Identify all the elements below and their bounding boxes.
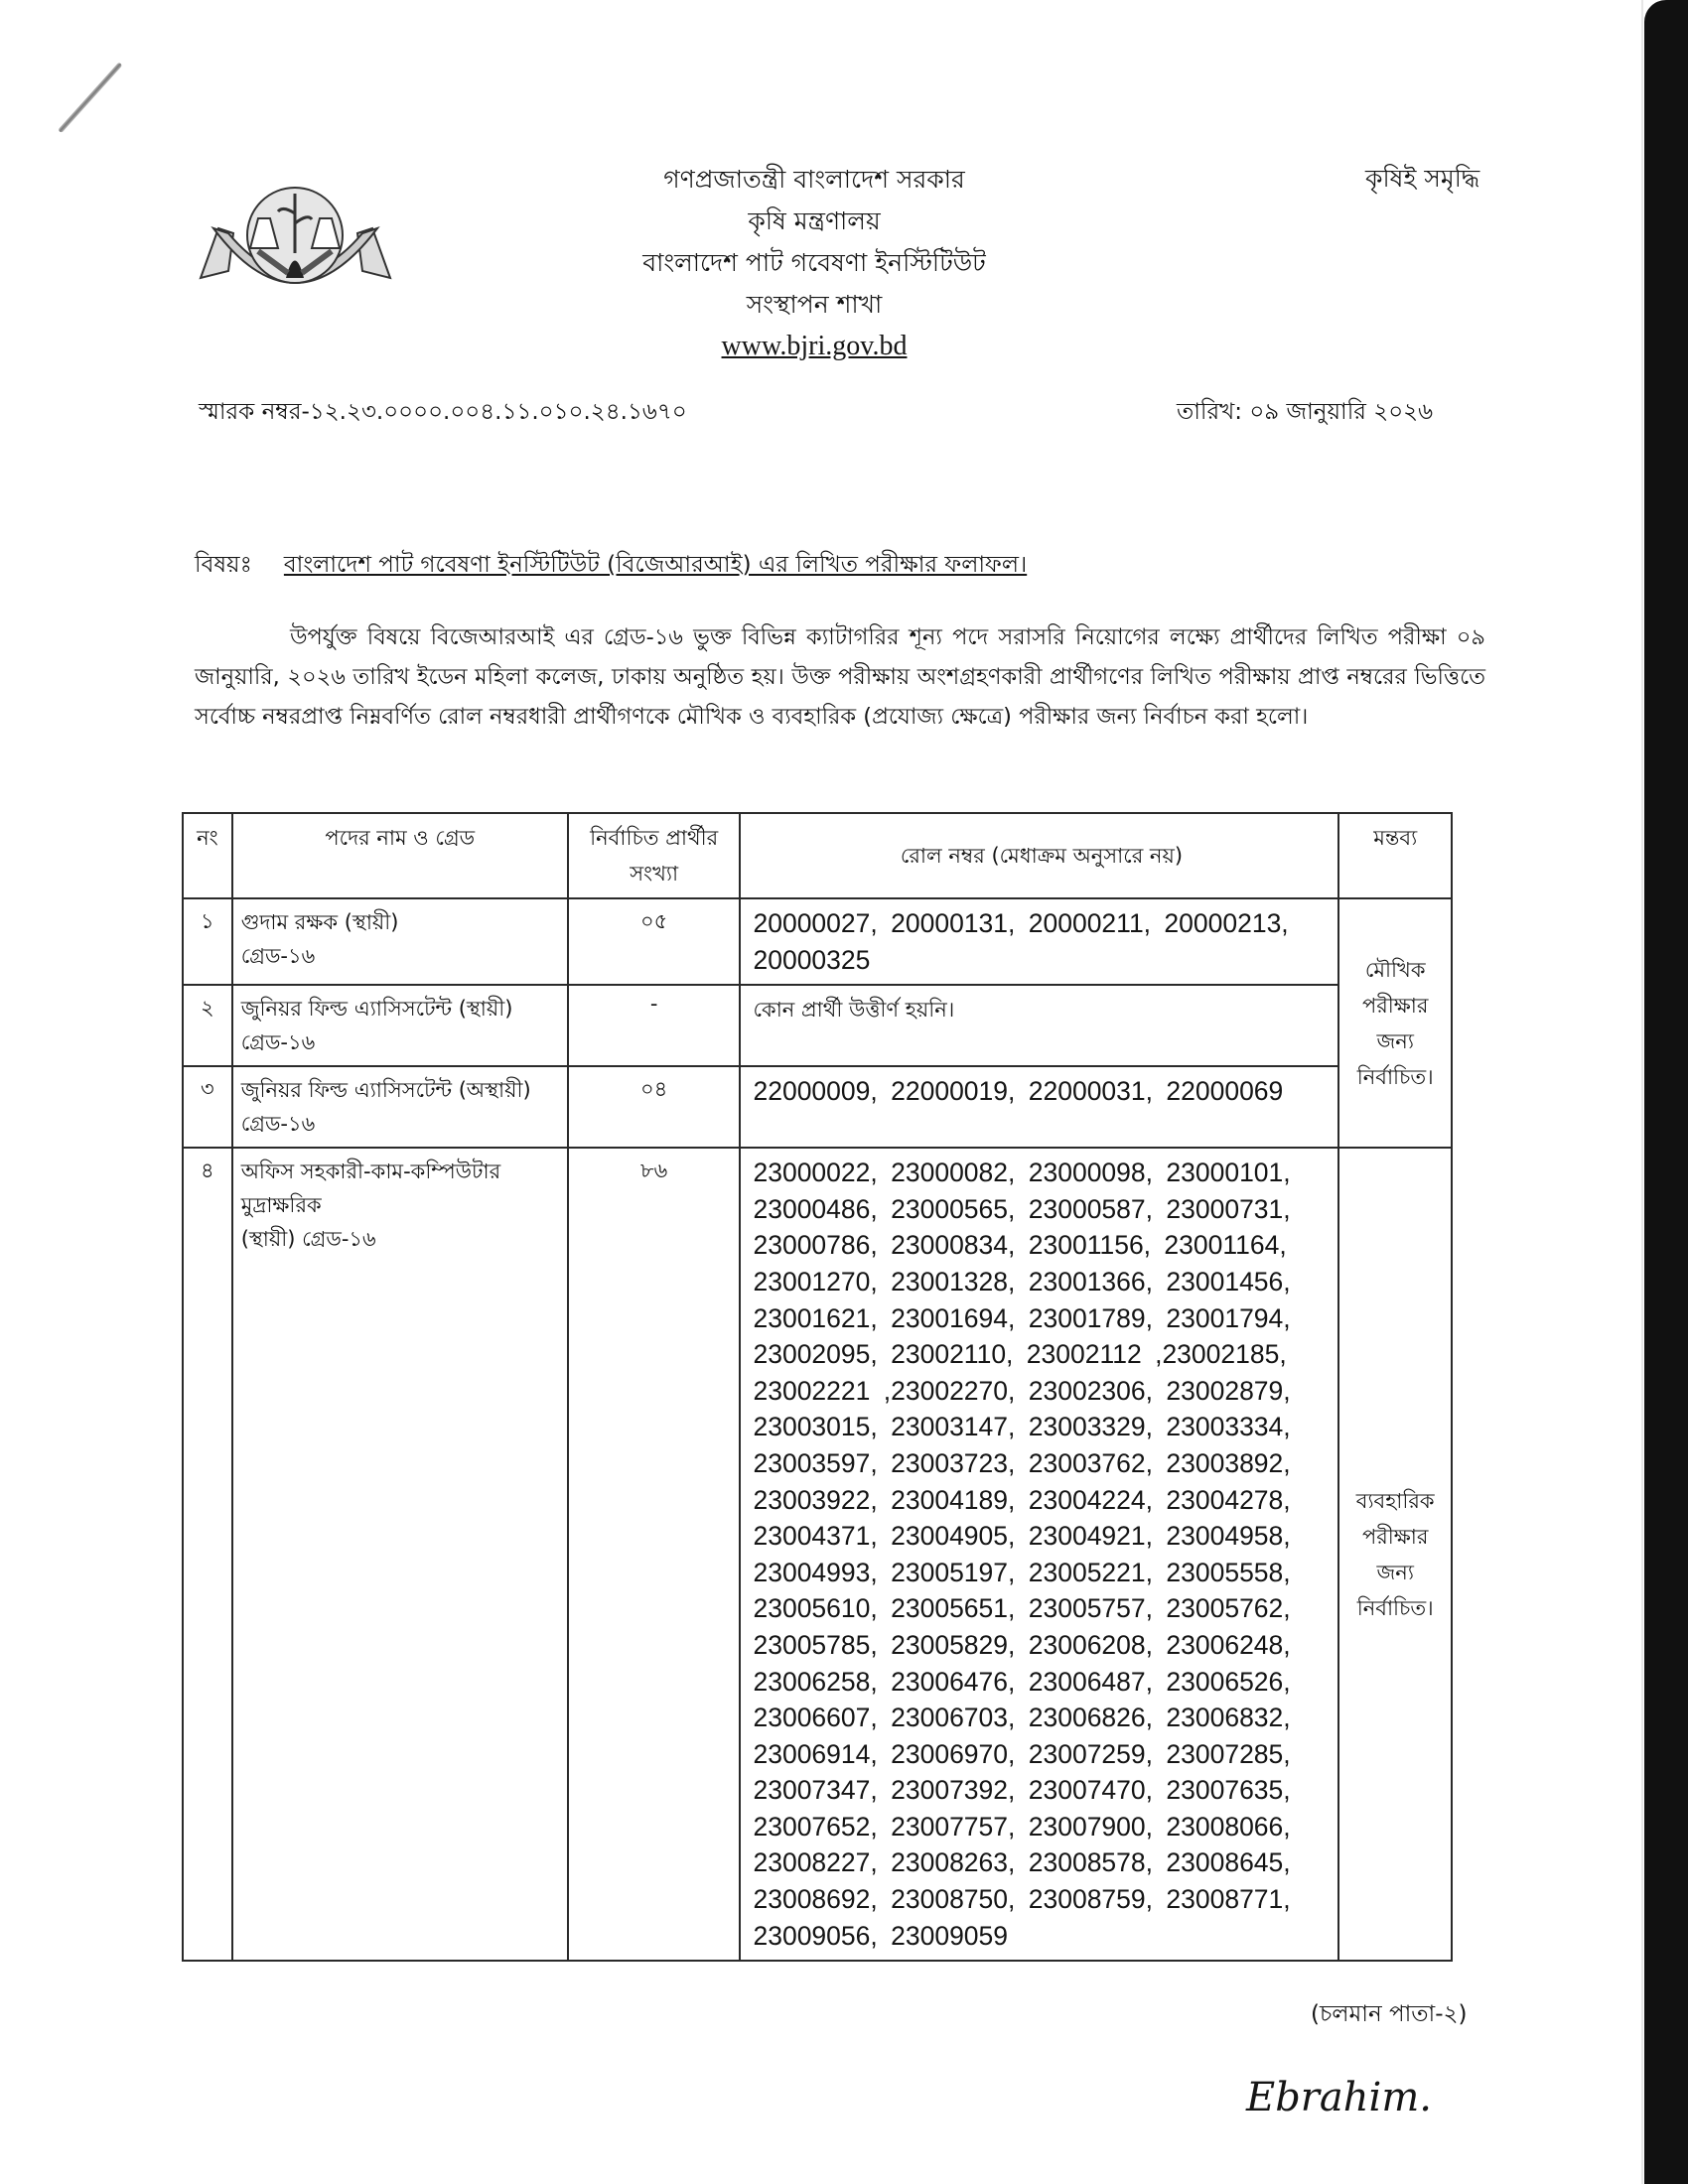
roll-line: 23007347, 23007392, 23007470, 23007635,	[753, 1775, 1291, 1806]
row-post	[232, 1066, 568, 1148]
table-row	[183, 1148, 1452, 1961]
website-link[interactable]: www.bjri.gov.bd	[721, 331, 908, 361]
roll-line: 23003597, 23003723, 23003762, 23003892,	[753, 1447, 1291, 1478]
post-name: অফিস সহকারী-কাম-কম্পিউটার মুদ্রাক্ষরিক	[240, 1160, 501, 1218]
post-name: গুদাম রক্ষক (স্থায়ী)	[240, 910, 399, 934]
row-count: ০৫	[568, 898, 741, 985]
subject-line	[195, 546, 1027, 585]
remark-line: পরীক্ষার	[1361, 1524, 1429, 1549]
table-row	[183, 1066, 1452, 1148]
scan-edge	[1644, 0, 1688, 2184]
roll-line: 23000022, 23000082, 23000098, 23000101,	[753, 1158, 1291, 1188]
memo-number: স্মারক নম্বর-১২.২৩.০০০০.০০৪.১১.০১০.২৪.১৬৭০	[199, 399, 687, 425]
header-count: নির্বাচিত প্রার্থীর সংখ্যা	[568, 813, 741, 898]
ministry-name: কৃষি মন্ত্রণালয়	[748, 206, 881, 235]
roll-line: 23004371, 23004905, 23004921, 23004958,	[753, 1521, 1291, 1552]
body-paragraph: উপর্যুক্ত বিষয়ে বিজেআরআই এর গ্রেড-১৬ ভুক্ত বিভিন্ন ক্যাটাগরির শূন্য পদে সরাসরি নিয়োগের লক্ষ্যে প্রার্থীদের লিখিত পরীক্ষা ০৯ জানুয়ারি, ২০২৬ তারিখ ইডেন মহিলা কলেজ, ঢাকায় অনুষ্ঠিত হয়। উক্ত পরীক্ষায় অংশগ্রহণকারী প্রার্থীগণের লিখিত পরীক্ষায় প্রাপ্ত নম্বরের ভিত্তিতে সর্বোচ্চ নম্বরপ্রাপ্ত নিম্নবর্ণিত রোল নম্বরধারী প্রার্থীগণকে মৌখিক ও ব্যবহারিক (প্রযোজ্য ক্ষেত্রে) পরীক্ষার জন্য নির্বাচন করা হলো।	[195, 624, 1485, 730]
header-rolls: রোল নম্বর (মেধাক্রম অনুসারে নয়)	[740, 813, 1338, 898]
roll-line: 23005785, 23005829, 23006208, 23006248,	[753, 1629, 1291, 1660]
signature: Ebrahim.	[1246, 2075, 1432, 2120]
results-table	[182, 812, 1453, 1962]
roll-line: 23003922, 23004189, 23004224, 23004278,	[753, 1484, 1291, 1515]
roll-line: 23001621, 23001694, 23001789, 23001794,	[753, 1302, 1291, 1333]
post-name: জুনিয়র ফিল্ড এ্যাসিসটেন্ট (স্থায়ী)	[240, 997, 513, 1022]
header-no: নং	[183, 813, 232, 898]
roll-line: 20000325	[753, 944, 871, 975]
roll-line: 23006607, 23006703, 23006826, 23006832,	[753, 1703, 1291, 1733]
memo-date: তারিখ: ০৯ জানুয়ারি ২০২৬	[1177, 399, 1434, 425]
motto: কৃষিই সমৃদ্ধি	[1365, 164, 1480, 193]
roll-line: 23008692, 23008750, 23008759, 23008771,	[753, 1884, 1291, 1915]
remark-line: জন্য	[1376, 1560, 1414, 1584]
bjri-logo-icon	[199, 174, 392, 318]
header-post: পদের নাম ও গ্রেড	[232, 813, 568, 898]
post-name: জুনিয়র ফিল্ড এ্যাসিসটেন্ট (অস্থায়ী)	[240, 1078, 531, 1103]
post-grade: গ্রেড-১৬	[240, 944, 316, 968]
row-no: ২	[183, 985, 232, 1066]
roll-line: 20000027, 20000131, 20000211, 20000213,	[753, 908, 1289, 938]
remarks-practical	[1338, 1148, 1452, 1961]
remark-line: ব্যবহারিক	[1355, 1488, 1435, 1513]
row-rolls	[740, 1066, 1338, 1148]
section-name: সংস্থাপন শাখা	[746, 290, 883, 319]
subject-text: বাংলাদেশ পাট গবেষণা ইনস্টিটিউট (বিজেআরআই) এর লিখিত পরীক্ষার ফলাফল।	[283, 552, 1028, 578]
roll-line: 22000009, 22000019, 22000031, 22000069	[753, 1076, 1284, 1107]
institute-name: বাংলাদেশ পাট গবেষণা ইনস্টিটিউট	[642, 248, 986, 277]
remark-line: মৌখিক	[1364, 957, 1426, 982]
row-no: ৩	[183, 1066, 232, 1148]
row-count: ৮৬	[568, 1148, 741, 1961]
row-rolls	[740, 1148, 1338, 1961]
roll-line: 23002221 ,23002270, 23002306, 23002879,	[753, 1375, 1291, 1406]
continued-page-note: (চলমান পাতা-২)	[1311, 2001, 1468, 2027]
roll-line: 23006258, 23006476, 23006487, 23006526,	[753, 1666, 1291, 1697]
remark-line: নির্বাচিত।	[1356, 1064, 1434, 1089]
government-name: গণপ্রজাতন্ত্রী বাংলাদেশ সরকার	[663, 165, 965, 194]
scan-artifact-line	[1641, 0, 1643, 2184]
table-header-row	[183, 813, 1452, 898]
row-rolls	[740, 985, 1338, 1066]
post-grade: (স্থায়ী) গ্রেড-১৬	[240, 1227, 376, 1252]
roll-line: 23001270, 23001328, 23001366, 23001456,	[753, 1266, 1291, 1297]
roll-line: 23006914, 23006970, 23007259, 23007285,	[753, 1738, 1291, 1769]
roll-line: 23003015, 23003147, 23003329, 23003334,	[753, 1412, 1291, 1442]
roll-line: 23004993, 23005197, 23005221, 23005558,	[753, 1557, 1291, 1587]
post-grade: গ্রেড-১৬	[240, 1030, 316, 1055]
roll-line: 23002095, 23002110, 23002112 ,23002185,	[753, 1339, 1287, 1370]
row-post	[232, 898, 568, 985]
post-grade: গ্রেড-১৬	[240, 1112, 316, 1137]
roll-line: 23007652, 23007757, 23007900, 23008066,	[753, 1811, 1291, 1842]
roll-line: 23009056, 23009059	[753, 1920, 1009, 1951]
roll-line: 23000786, 23000834, 23001156, 23001164,	[753, 1230, 1287, 1261]
roll-line: 23005610, 23005651, 23005757, 23005762,	[753, 1593, 1291, 1624]
table-row	[183, 898, 1452, 985]
remark-line: নির্বাচিত।	[1356, 1595, 1434, 1620]
row-post	[232, 985, 568, 1066]
remark-line: পরীক্ষার	[1361, 993, 1429, 1018]
row-count: ০৪	[568, 1066, 741, 1148]
subject-label: বিষয়ঃ	[195, 552, 252, 578]
row-no: ১	[183, 898, 232, 985]
remarks-viva	[1338, 898, 1452, 1148]
pen-mark	[58, 62, 122, 133]
row-count: -	[568, 985, 741, 1066]
row-post	[232, 1148, 568, 1961]
row-no: ৪	[183, 1148, 232, 1961]
remark-line: জন্য	[1376, 1028, 1414, 1053]
roll-line: 23000486, 23000565, 23000587, 23000731,	[753, 1193, 1291, 1224]
header-remarks: মন্তব্য	[1338, 813, 1452, 898]
roll-line: 23008227, 23008263, 23008578, 23008645,	[753, 1847, 1291, 1878]
letterhead	[556, 159, 1072, 367]
no-candidate-note: কোন প্রার্থী উত্তীর্ণ হয়নি।	[753, 998, 955, 1023]
row-rolls	[740, 898, 1338, 985]
table-row	[183, 985, 1452, 1066]
